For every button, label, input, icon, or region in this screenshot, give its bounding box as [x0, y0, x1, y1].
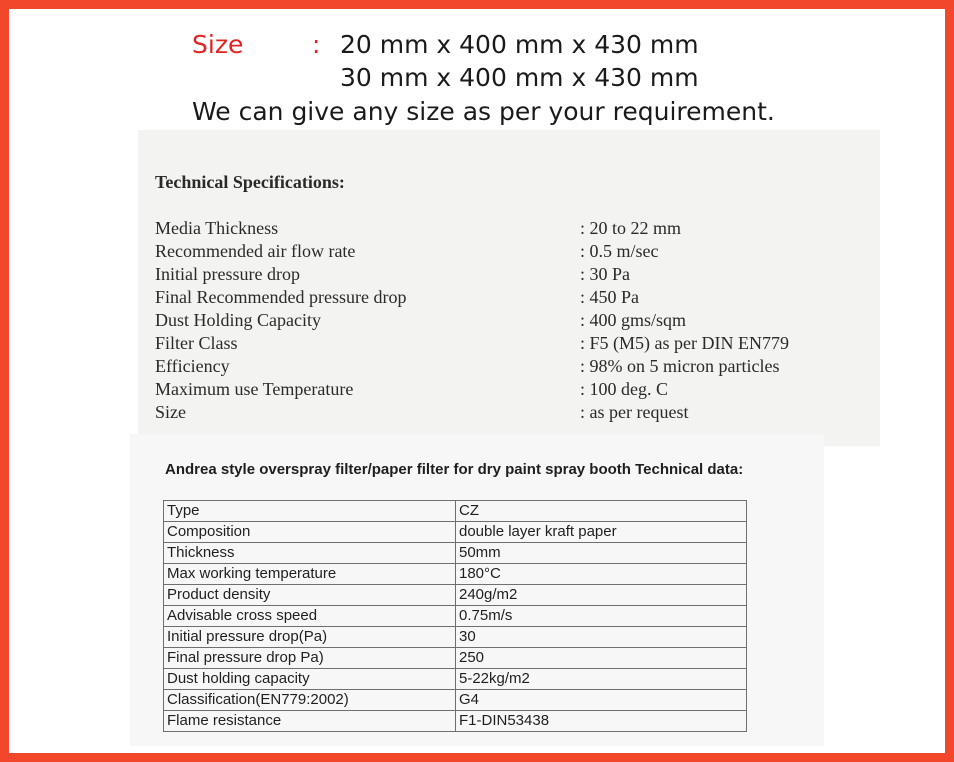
technical-data-table — [163, 500, 747, 732]
spec-name: Size — [155, 402, 186, 422]
table-cell-name: Flame resistance — [164, 711, 456, 732]
table-cell-name: Initial pressure drop(Pa) — [164, 627, 456, 648]
spec-name: Initial pressure drop — [155, 264, 300, 284]
size-note: We can give any size as per your requirement. — [192, 97, 775, 126]
spec-name: Final Recommended pressure drop — [155, 287, 407, 307]
spec-name: Filter Class — [155, 333, 238, 353]
table-row — [164, 669, 747, 690]
table-cell-name: Thickness — [164, 543, 456, 564]
table-row — [164, 648, 747, 669]
size-colon: : — [312, 30, 321, 59]
table-row — [164, 501, 747, 522]
spec-name: Recommended air flow rate — [155, 241, 356, 261]
size-value-1: 20 mm x 400 mm x 430 mm — [340, 30, 699, 59]
table-cell-name: Final pressure drop Pa) — [164, 648, 456, 669]
spec-name: Efficiency — [155, 356, 230, 376]
spec-value: : 450 Pa — [580, 287, 640, 307]
technical-data-heading: Andrea style overspray filter/paper filter for dry paint spray booth Technical data: — [165, 461, 744, 478]
table-cell-value: 50mm — [456, 543, 747, 564]
table-cell-value: double layer kraft paper — [456, 522, 747, 543]
table-cell-value: 180°C — [456, 564, 747, 585]
table-row — [164, 606, 747, 627]
table-row — [164, 585, 747, 606]
table-row — [164, 543, 747, 564]
table-cell-name: Classification(EN779:2002) — [164, 690, 456, 711]
table-row — [164, 564, 747, 585]
size-label: Size — [192, 30, 244, 59]
table-cell-name: Max working temperature — [164, 564, 456, 585]
table-row — [164, 627, 747, 648]
table-cell-value: CZ — [456, 501, 747, 522]
table-cell-name: Composition — [164, 522, 456, 543]
table-cell-name: Dust holding capacity — [164, 669, 456, 690]
spec-value: : 100 deg. C — [580, 379, 668, 399]
size-value-2: 30 mm x 400 mm x 430 mm — [340, 63, 699, 92]
table-cell-value: 250 — [456, 648, 747, 669]
table-cell-value: G4 — [456, 690, 747, 711]
table-cell-value: F1-DIN53438 — [456, 711, 747, 732]
spec-value: : 30 Pa — [580, 264, 631, 284]
spec-name: Media Thickness — [155, 218, 279, 238]
technical-specifications-heading: Technical Specifications: — [155, 172, 345, 192]
table-cell-name: Type — [164, 501, 456, 522]
spec-value: : 98% on 5 micron particles — [580, 356, 780, 376]
table-row — [164, 711, 747, 732]
spec-name: Maximum use Temperature — [155, 379, 354, 399]
table-row — [164, 522, 747, 543]
spec-value: : 20 to 22 mm — [580, 218, 682, 238]
spec-value: : 0.5 m/sec — [580, 241, 659, 261]
spec-value: : 400 gms/sqm — [580, 310, 687, 330]
table-cell-name: Advisable cross speed — [164, 606, 456, 627]
table-cell-name: Product density — [164, 585, 456, 606]
table-row — [164, 690, 747, 711]
technical-specifications-scan — [138, 130, 880, 446]
table-cell-value: 30 — [456, 627, 747, 648]
table-cell-value: 240g/m2 — [456, 585, 747, 606]
technical-data-scan — [130, 434, 824, 746]
spec-name: Dust Holding Capacity — [155, 310, 321, 330]
table-cell-value: 5-22kg/m2 — [456, 669, 747, 690]
spec-value: : as per request — [580, 402, 689, 422]
table-cell-value: 0.75m/s — [456, 606, 747, 627]
spec-value: : F5 (M5) as per DIN EN779 — [580, 333, 789, 353]
